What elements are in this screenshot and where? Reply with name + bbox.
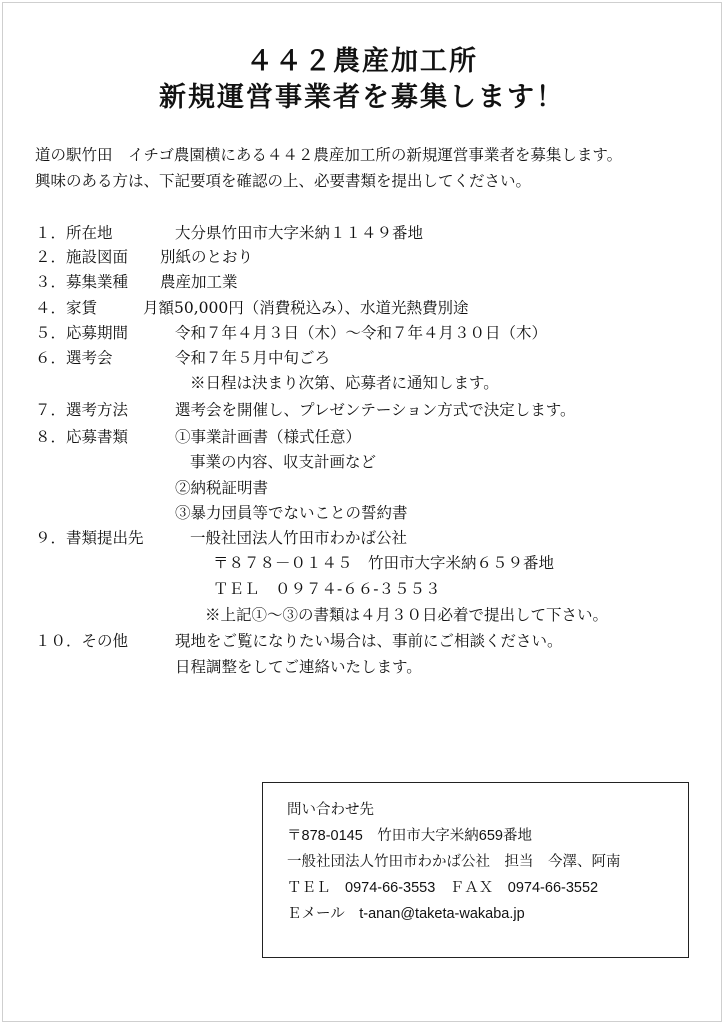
item-value: 令和７年５月中旬ごろ [175, 349, 331, 367]
item-label: ７．選考方法 [35, 401, 129, 419]
item-label: ４．家賃 [35, 299, 98, 317]
item-value: ①事業計画書（様式任意） [175, 428, 362, 446]
item-label: ３．募集業種 [35, 273, 129, 291]
title-line-2: 新規運営事業者を募集します！ [159, 82, 565, 113]
contact-phone-fax: ＴＥＬ 0974-66-3553 ＦＡＸ 0974-66-3552 [287, 880, 599, 896]
item-value: 令和７年４月３日（木）～令和７年４月３０日（木） [175, 324, 548, 342]
item-value: 事業の内容、収支計画など [190, 453, 377, 471]
intro-line-1: 道の駅竹田 イチゴ農園横にある４４２農産加工所の新規運営事業者を募集します。 [35, 146, 623, 164]
contact-box [262, 782, 689, 958]
contact-org: 一般社団法人竹田市わかば公社 担当 今澤、阿南 [287, 854, 621, 870]
item-value: 〒８７８－０１４５ 竹田市大字米納６５９番地 [213, 554, 555, 572]
item-value: 農産加工業 [160, 273, 238, 291]
item-value: 別紙のとおり [160, 248, 254, 266]
item-label: １．所在地 [35, 224, 113, 242]
item-value: ③暴力団員等でないことの誓約書 [175, 504, 408, 522]
item-value: 月額50,000円（消費税込み）、水道光熱費別途 [143, 299, 469, 317]
item-label: ２．施設図面 [35, 248, 129, 266]
contact-email[interactable]: Ｅメール t-anan@taketa-wakaba.jp [287, 906, 525, 922]
item-label: ５．応募期間 [35, 324, 129, 342]
item-label: １０．その他 [35, 632, 129, 650]
item-value: 大分県竹田市大字米納１１４９番地 [175, 224, 424, 242]
intro-line-2: 興味のある方は、下記要項を確認の上、必要書類を提出してください。 [35, 172, 532, 190]
item-label: ６．選考会 [35, 349, 113, 367]
title-line-1: ４４２農産加工所 [246, 46, 478, 77]
item-label: ９．書類提出先 [35, 529, 144, 547]
item-value: 日程調整をしてご連絡いたします。 [175, 658, 422, 676]
item-value: 一般社団法人竹田市わかば公社 [190, 529, 408, 547]
item-value: 選考会を開催し、プレゼンテーション方式で決定します。 [175, 401, 576, 419]
item-value: 現地をご覧になりたい場合は、事前にご相談ください。 [175, 632, 563, 650]
item-value: ※日程は決まり次第、応募者に通知します。 [190, 374, 499, 392]
item-value: ※上記①～③の書類は４月３０日必着で提出して下さい。 [205, 606, 609, 624]
contact-address: 〒878-0145 竹田市大字米納659番地 [287, 828, 532, 844]
contact-heading: 問い合わせ先 [287, 802, 374, 818]
item-value: ②納税証明書 [175, 479, 269, 497]
item-value: ＴＥＬ ０９７４-６６-３５５３ [213, 580, 441, 598]
item-label: ８．応募書類 [35, 428, 129, 446]
